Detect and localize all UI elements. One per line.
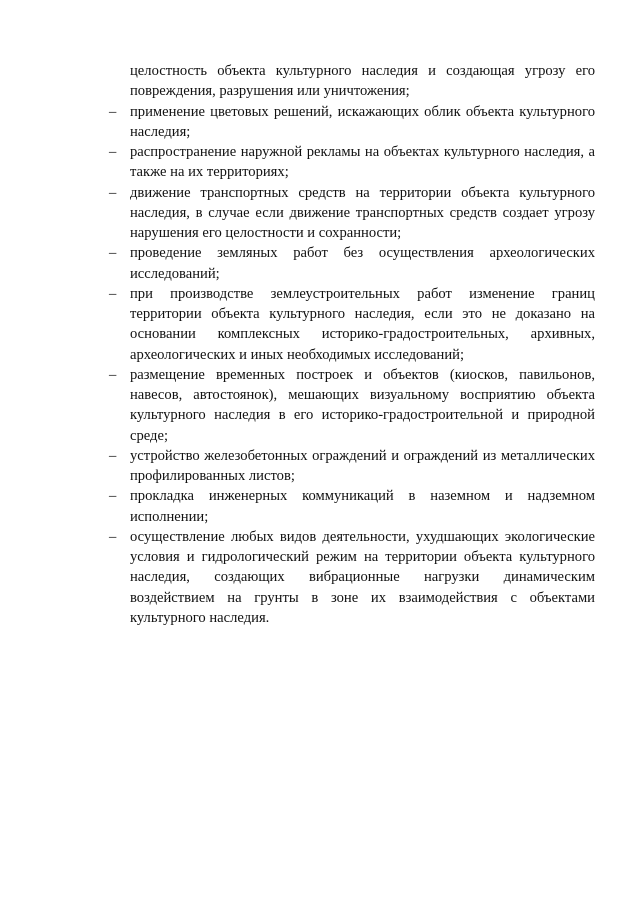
list-item-text: проведение земляных работ без осуществления археологических исследований; (130, 245, 595, 282)
list-item (109, 183, 595, 244)
dash-bullet: – (109, 488, 117, 505)
list-item-text: при производстве землеустроительных работ изменение границ территории объекта культурного наследия, если это не доказано на основании комплексных историко-градостроительных, архивных, археологических и иных необходимых исследований; (130, 285, 595, 363)
document-body (109, 61, 595, 628)
list-item (109, 284, 595, 365)
list-item (109, 243, 595, 284)
dash-bullet: – (109, 144, 117, 160)
list-item (109, 527, 595, 628)
list-item-text: распространение наружной рекламы на объектах культурного наследия, а также на их территориях; (130, 144, 595, 181)
list-item (109, 102, 595, 143)
continuation-paragraph (109, 61, 595, 102)
list-item-text: размещение временных построек и объектов (киосков, павильонов, навесов, автостоянок), мешающих визуальному восприятию объекта культурного наследия в его историко-градостроительной и природной среде; (130, 366, 595, 444)
dash-bullet: – (109, 285, 117, 302)
continuation-text: целостность объекта культурного наследия и создающая угрозу его повреждения, разрушения или уничтожения; (130, 63, 595, 100)
list-item-text: прокладка инженерных коммуникаций в наземном и надземном исполнении; (130, 488, 595, 525)
dash-bullet: – (109, 366, 117, 383)
list-item (109, 446, 595, 487)
dash-bullet: – (109, 184, 117, 201)
list-item-text: движение транспортных средств на территории объекта культурного наследия, в случае если движение транспортных средств создает угрозу нарушения его целостности и сохранности; (130, 184, 595, 241)
list-item-text: осуществление любых видов деятельности, ухудшающих экологические условия и гидрологический режим на территории объекта культурного наследия, создающих вибрационные нагрузки динамическим воздействием на грунты в зоне их взаимодействия с объектами культурного наследия. (130, 528, 595, 626)
dash-bullet: – (109, 103, 117, 120)
list-item (109, 365, 595, 446)
dash-bullet: – (109, 528, 117, 545)
list-item-text: устройство железобетонных ограждений и ограждений из металлических профилированных листов; (130, 447, 595, 484)
list-item (109, 486, 595, 527)
dash-bullet: – (109, 447, 117, 464)
dash-bullet: – (109, 245, 117, 262)
list-item (109, 142, 595, 183)
list-item-text: применение цветовых решений, искажающих облик объекта культурного наследия; (130, 103, 595, 140)
